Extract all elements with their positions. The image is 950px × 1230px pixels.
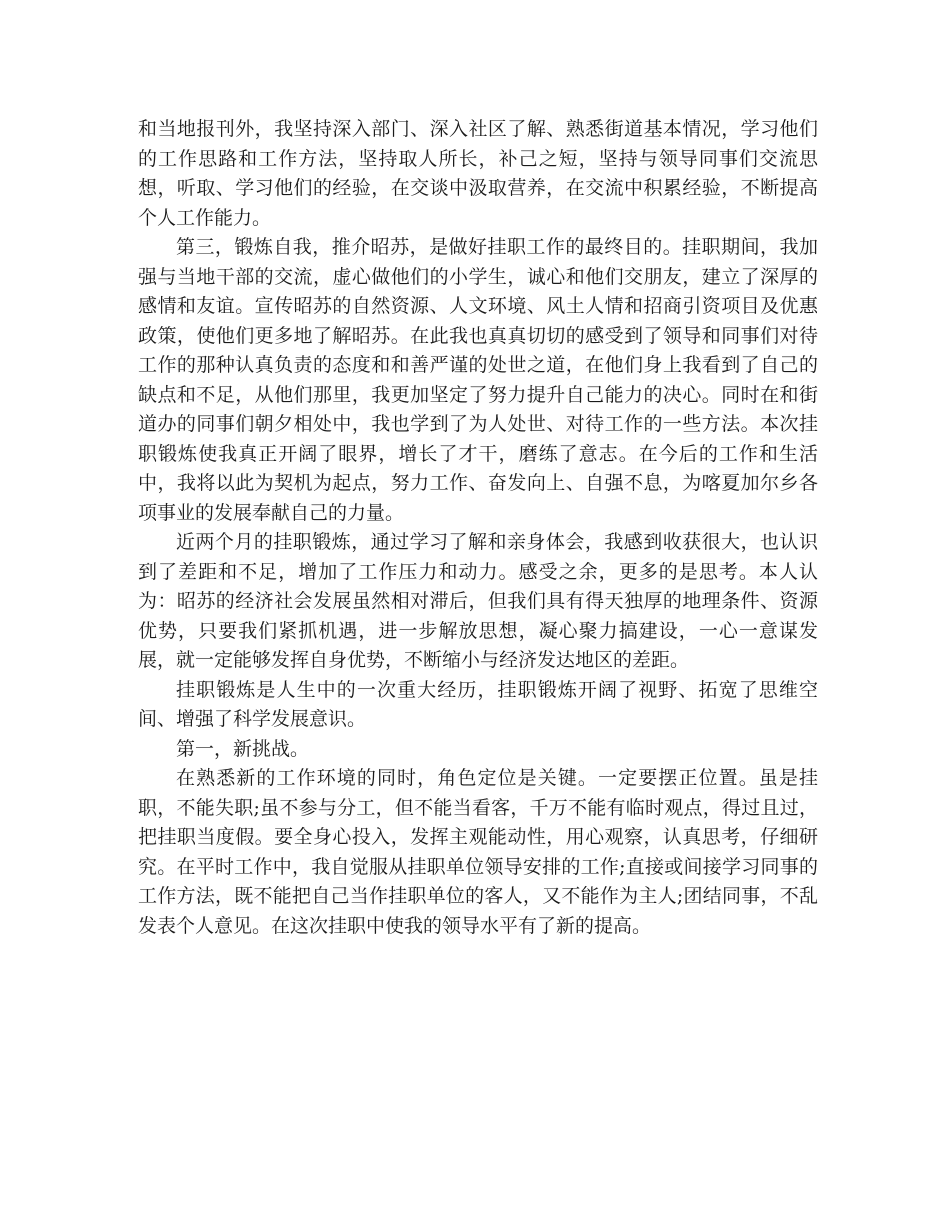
paragraph-1: 和当地报刊外，我坚持深入部门、深入社区了解、熟悉街道基本情况，学习他们的工作思路和工作方法，坚持取人所长，补己之短，坚持与领导同事们交流思想，听取、学习他们的经验，在交谈中汲取营养，在交流中积累经验，不断提高个人工作能力。 bbox=[138, 118, 818, 229]
paragraph-3: 近两个月的挂职锻炼，通过学习了解和亲身体会，我感到收获很大，也认识到了差距和不足，增加了工作压力和动力。感受之余，更多的是思考。本人认为：昭苏的经济社会发展虽然相对滞后，但我们具有得天独厚的地理条件、资源优势，只要我们紧抓机遇，进一步解放思想，凝心聚力搞建设，一心一意谋发展，就一定能够发挥自身优势，不断缩小与经济发达地区的差距。 bbox=[138, 531, 818, 671]
paragraph-2: 第三，锻炼自我，推介昭苏，是做好挂职工作的最终目的。挂职期间，我加强与当地干部的交流，虚心做他们的小学生，诚心和他们交朋友，建立了深厚的感情和友谊。宣传昭苏的自然资源、人文环境、风土人情和招商引资项目及优惠政策，使他们更多地了解昭苏。在此我也真真切切的感受到了领导和同事们对待工作的那种认真负责的态度和和善严谨的处世之道，在他们身上我看到了自己的缺点和不足，从他们那里，我更加坚定了努力提升自己能力的决心。同时在和街道办的同事们朝夕相处中，我也学到了为人处世、对待工作的一些方法。本次挂职锻炼使我真正开阔了眼界，增长了才干，磨练了意志。在今后的工作和生活中，我将以此为契机为起点，努力工作、奋发向上、自强不息，为喀夏加尔乡各项事业的发展奉献自己的力量。 bbox=[138, 236, 818, 524]
paragraph-5: 第一，新挑战。 bbox=[176, 737, 310, 760]
paragraph-4: 挂职锻炼是人生中的一次重大经历，挂职锻炼开阔了视野、拓宽了思维空间、增强了科学发展意识。 bbox=[138, 678, 818, 730]
paragraph-6: 在熟悉新的工作环境的同时，角色定位是关键。一定要摆正位置。虽是挂职，不能失职;虽不参与分工，但不能当看客，千万不能有临时观点，得过且过，把挂职当度假。要全身心投入，发挥主观能动性，用心观察，认真思考，仔细研究。在平时工作中，我自觉服从挂职单位领导安排的工作;直接或间接学习同事的工作方法，既不能把自己当作挂职单位的客人，又不能作为主人;团结同事，不乱发表个人意见。在这次挂职中使我的领导水平有了新的提高。 bbox=[138, 767, 818, 937]
document-body bbox=[138, 115, 818, 941]
